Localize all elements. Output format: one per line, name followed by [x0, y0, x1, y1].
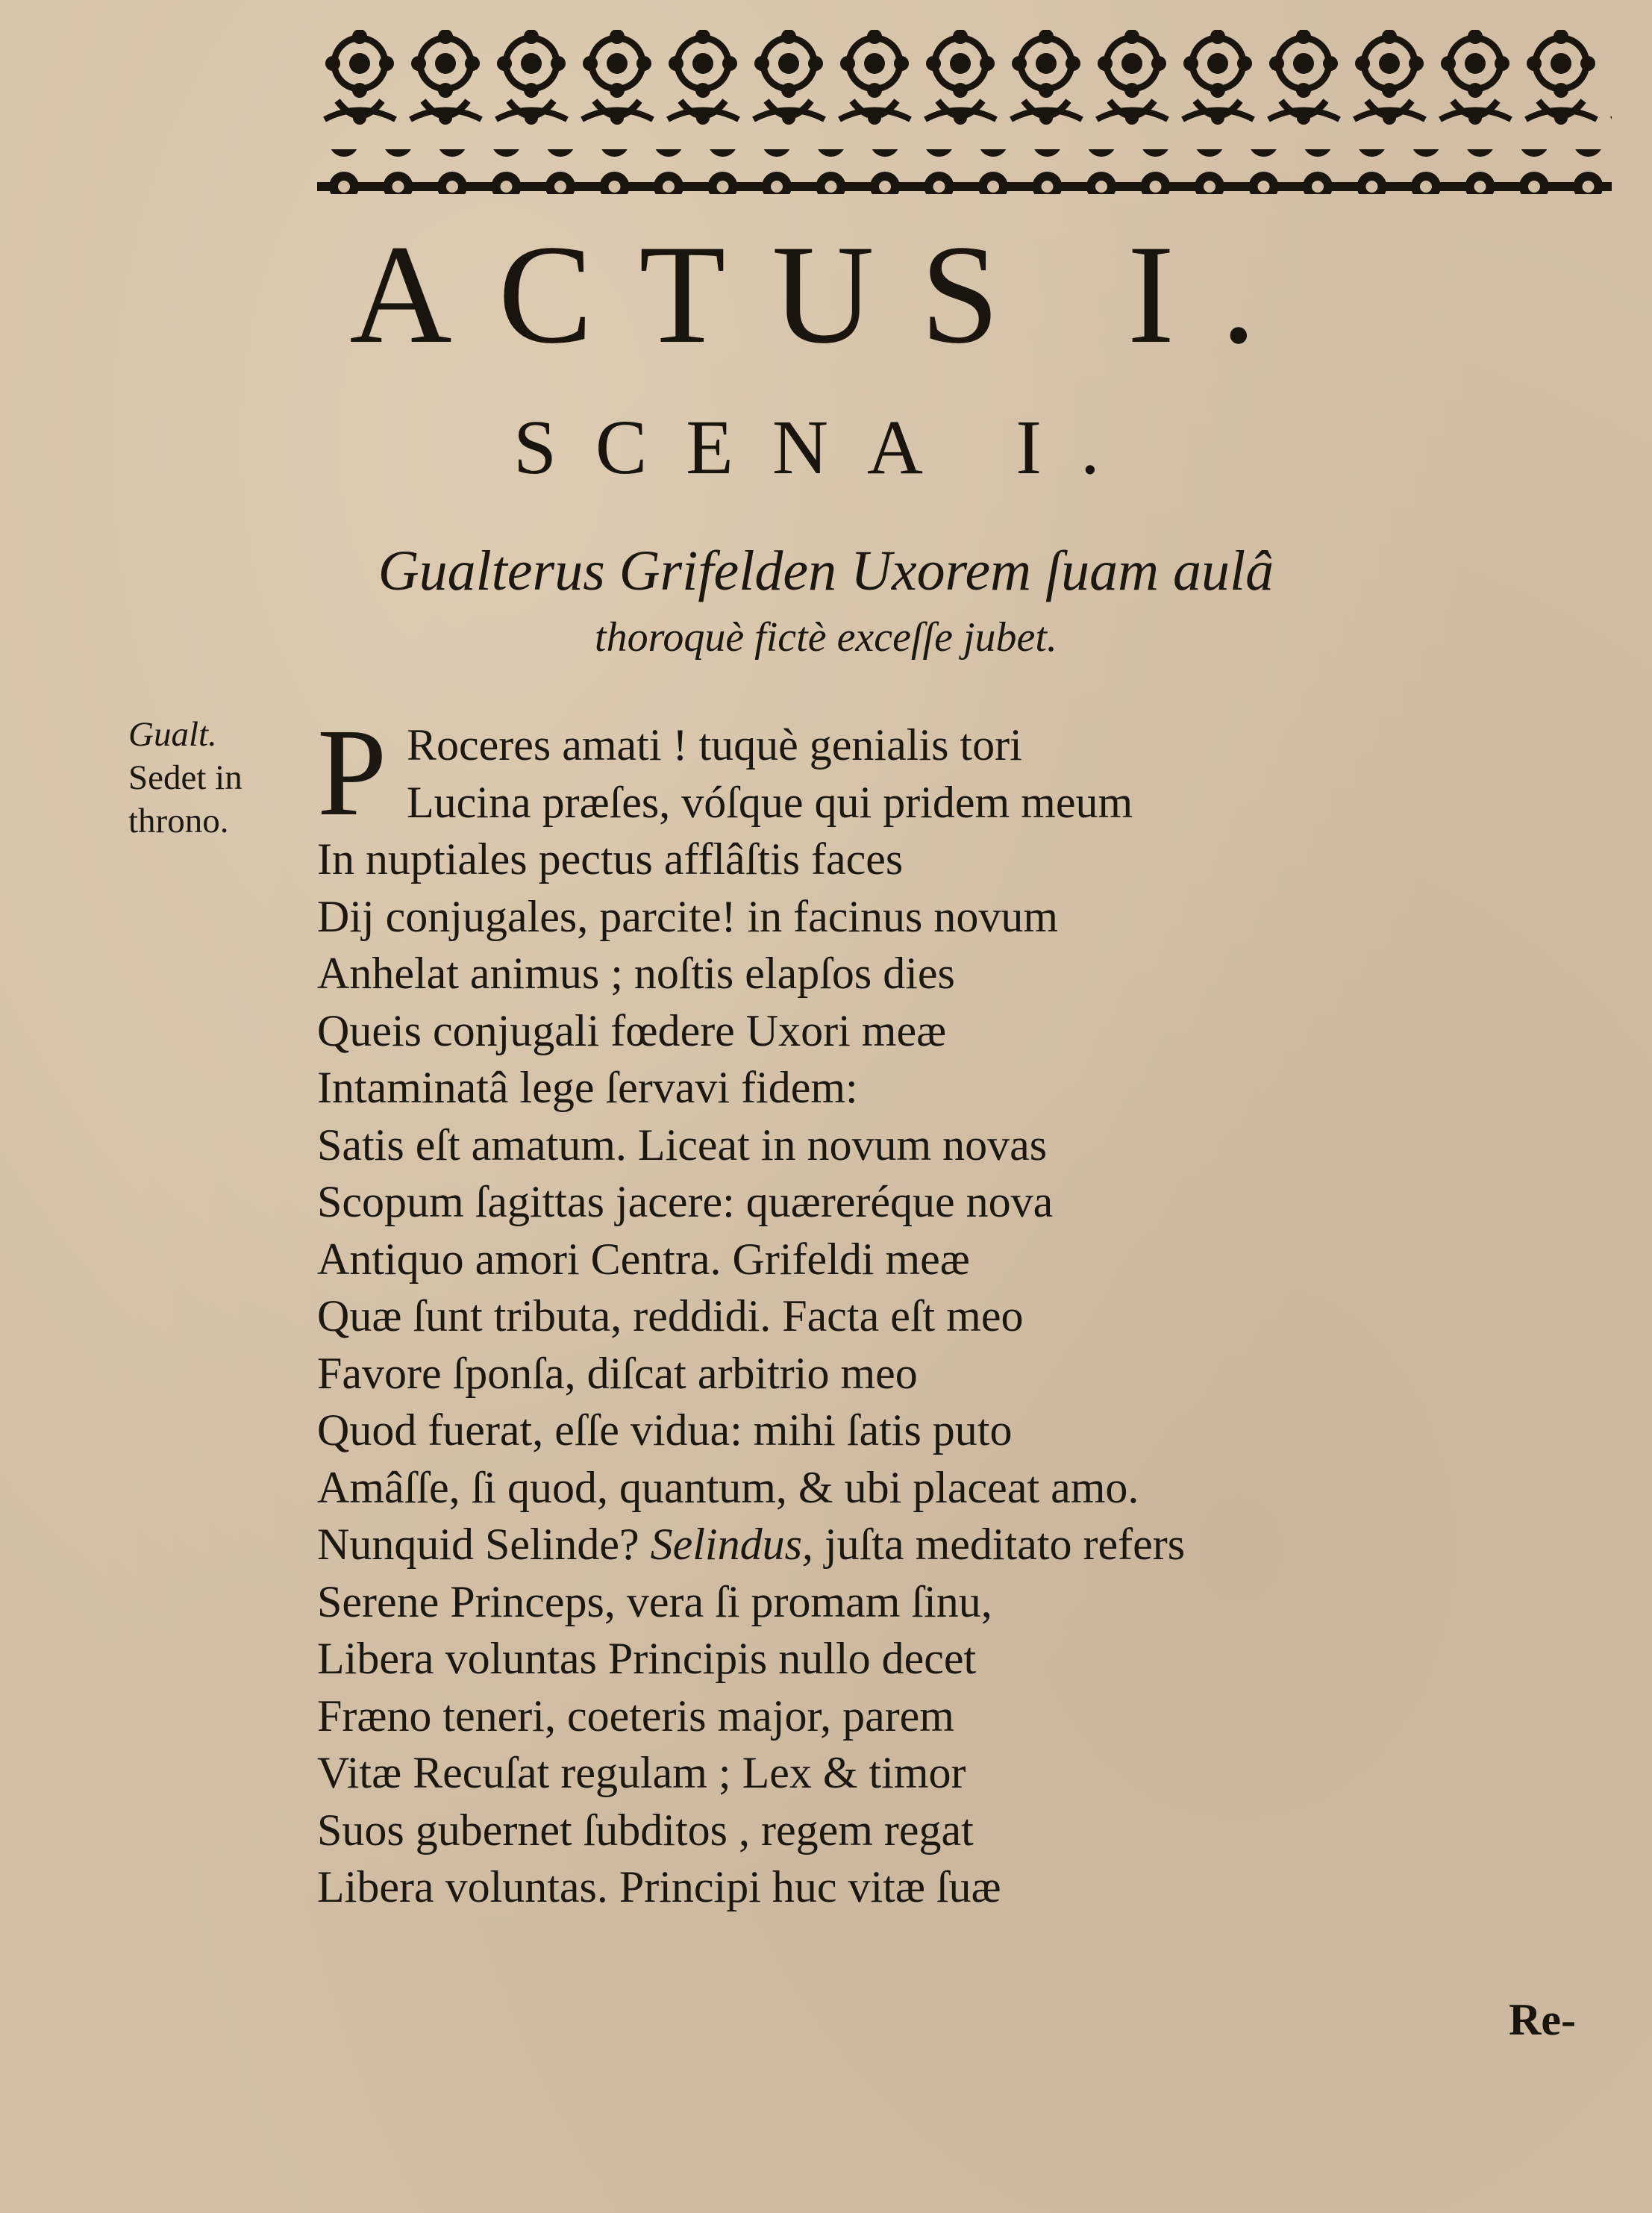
verse-line-text: Nunquid Selinde? [317, 1520, 651, 1569]
verse-line: Suos gubernet ſubditos , regem regat [317, 1805, 974, 1855]
stage-direction-line-1: Sedet in [128, 758, 243, 797]
verse-line: Libera voluntas Principis nullo decet [317, 1634, 977, 1683]
verse-line-text: juſta meditato refers [813, 1520, 1186, 1569]
verse-line: Scopum ſagittas jacere: quæreréque nova [317, 1177, 1054, 1226]
verse-line [317, 1516, 1601, 1573]
verse-line: Lucina præſes, vóſque qui pridem meum [407, 777, 1133, 827]
verse-block [317, 703, 1601, 1916]
verse-line: In nuptiales pectus afflâſtis faces [317, 834, 904, 884]
verse-line: Serene Princeps, vera ſi promam ſinu, [317, 1576, 992, 1626]
verse-line: Amâſſe, ſi quod, quantum, & ubi placeat amo. [317, 1462, 1139, 1512]
act-title: ACTUS I. [349, 216, 1303, 373]
verse-line: Dij conjugales, parcite! in facinus novum [317, 891, 1059, 941]
floral-ornament-icon [317, 30, 1612, 198]
verse-line: Vitæ Recuſat regulam ; Lex & timor [317, 1748, 966, 1797]
verse-line: Favore ſponſa, diſcat arbitrio meo [317, 1348, 918, 1398]
verse-line: Satis eſt amatum. Liceat in novum novas [317, 1120, 1048, 1170]
scene-argument-line-1: Gualterus Grifelden Uxorem ſuam aulâ [378, 540, 1274, 602]
verse-line: Queis conjugali fœdere Uxori meæ [317, 1005, 947, 1055]
stage-direction-line-2: throno. [128, 802, 229, 840]
scene-argument-line-2: thoroquè fictè exceſſe jubet. [595, 614, 1057, 661]
verse-line-text: Roceres amati ! tuquè genialis tori [407, 720, 1022, 770]
scene-title: SCENA I. [513, 405, 1139, 490]
drop-cap: P [317, 703, 387, 842]
verse-line: Anhelat animus ; noſtis elapſos dies [317, 949, 955, 998]
verse-line: Intaminatâ lege ſervavi fidem: [317, 1063, 858, 1112]
verse-line: Fræno teneri, coeteris major, parem [317, 1691, 954, 1741]
verse-line: Quod fuerat, eſſe vidua: mihi ſatis puto [317, 1405, 1013, 1455]
decorative-ornament-band [317, 30, 1612, 198]
speaker-name: Gualt. [128, 715, 217, 754]
catchword: Re- [1509, 1995, 1576, 2044]
verse-line: Quæ ſunt tributa, reddidi. Facta eſt meo [317, 1291, 1024, 1340]
verse-line: Antiquo amori Centra. Grifeldi meæ [317, 1234, 970, 1284]
verse-line: Libera voluntas. Principi huc vitæ ſuæ [317, 1862, 1001, 1911]
margin-stage-note [128, 713, 285, 843]
speaker-name-inline: Selindus, [650, 1520, 813, 1569]
